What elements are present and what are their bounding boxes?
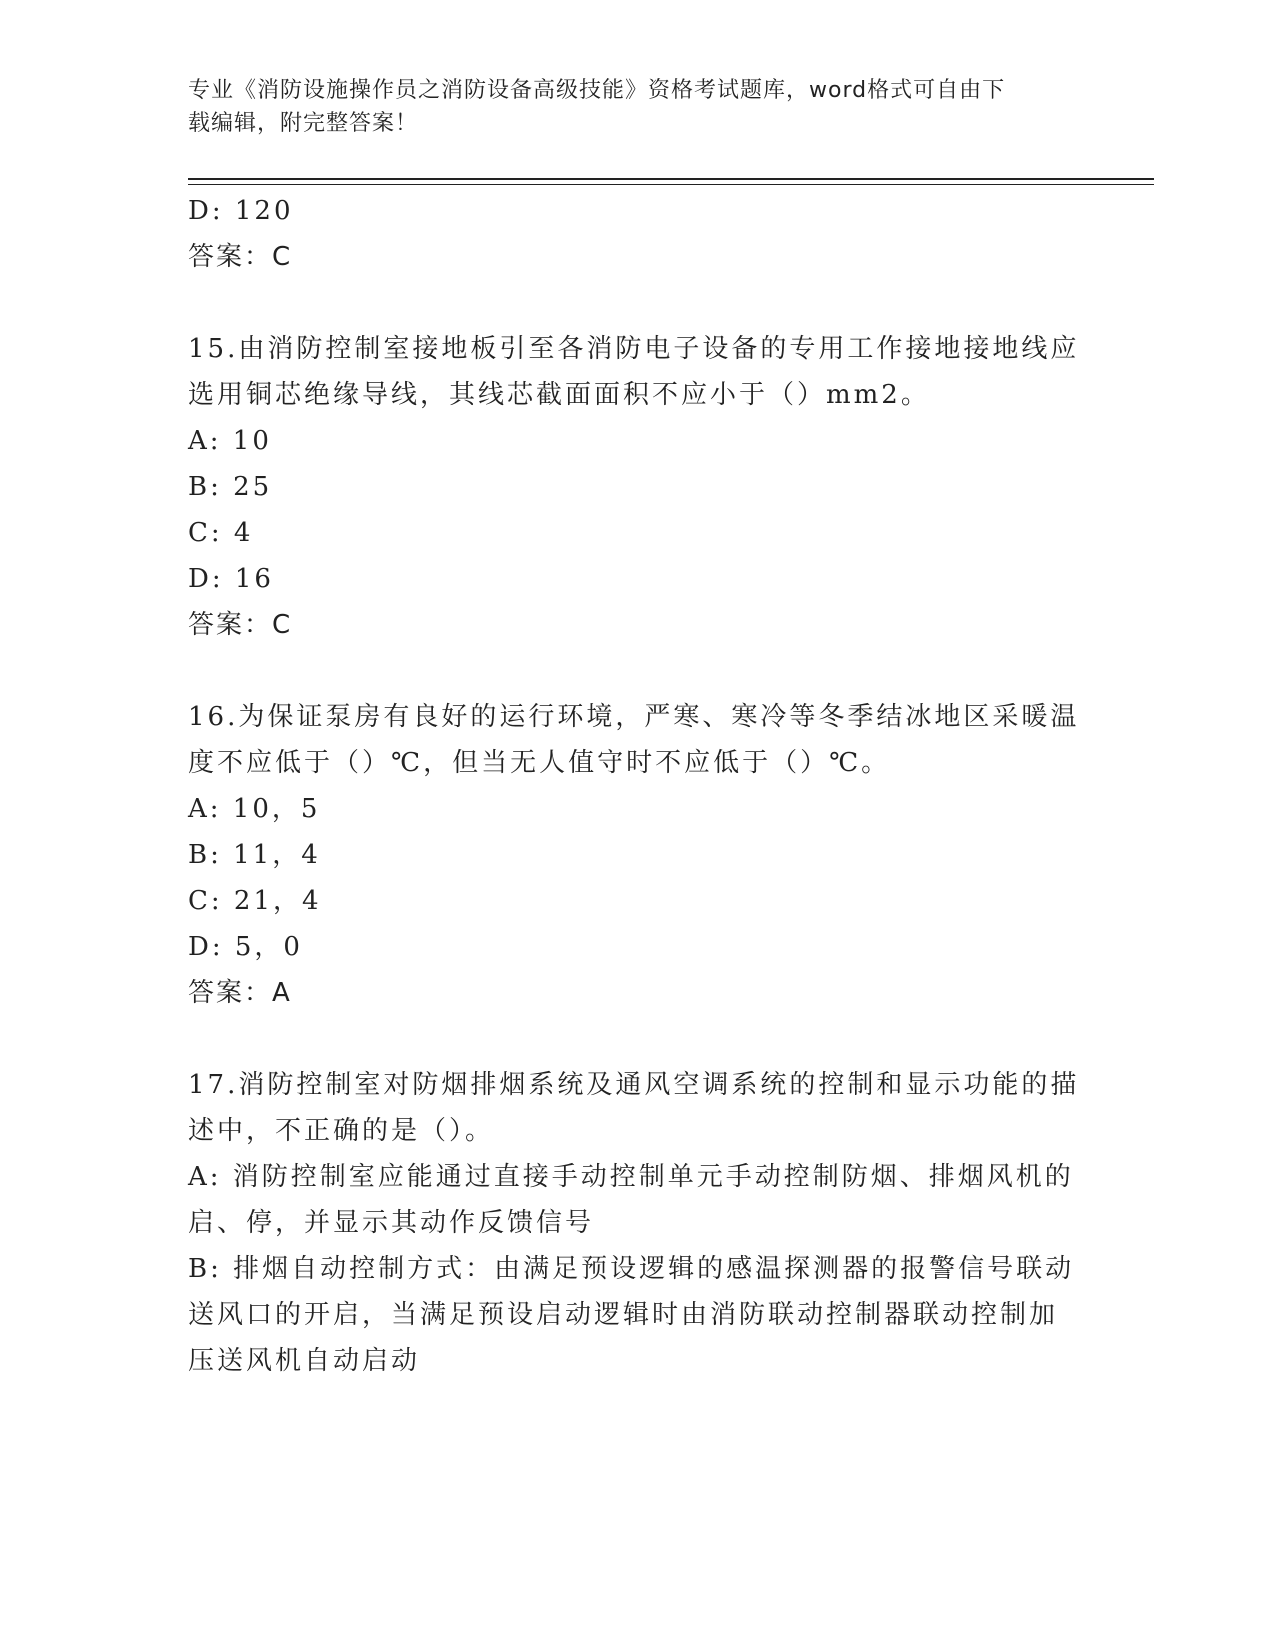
header-divider-thick [188, 178, 1154, 180]
question-15 [188, 326, 1080, 648]
answer: 答案：C [188, 242, 293, 272]
question-text-line: 17.消防控制室对防烟排烟系统及通风空调系统的控制和显示功能的描 [188, 1070, 1080, 1100]
spacer [188, 1016, 1068, 1062]
option-b-continuation: 送风口的开启，当满足预设启动逻辑时由消防联动控制器联动控制加 [188, 1300, 1059, 1330]
option-a: A: 10，5 [188, 794, 321, 824]
document-header [188, 74, 1068, 140]
option-b: B: 11，4 [188, 840, 321, 870]
question-text-line: 选用铜芯绝缘导线，其线芯截面面积不应小于（）mm2。 [188, 380, 930, 410]
option-d: D: 120 [188, 196, 294, 226]
question-text-line: 16.为保证泵房有良好的运行环境，严寒、寒冷等冬季结冰地区采暖温 [188, 702, 1080, 732]
option-b-continuation: 压送风机自动启动 [188, 1346, 421, 1376]
answer: 答案：C [188, 610, 293, 640]
question-text-line: 15.由消防控制室接地板引至各消防电子设备的专用工作接地接地线应 [188, 334, 1080, 364]
spacer [188, 648, 1068, 694]
option-c: C: 21，4 [188, 886, 322, 916]
option-b: B: 25 [188, 472, 273, 502]
option-d: D: 5，0 [188, 932, 303, 962]
option-a: A: 消防控制室应能通过直接手动控制单元手动控制防烟、排烟风机的 [188, 1162, 1074, 1192]
option-d: D: 16 [188, 564, 274, 594]
document-body [188, 188, 1080, 1384]
question-14-tail [188, 188, 1068, 280]
question-text-line: 度不应低于（）℃，但当无人值守时不应低于（）℃。 [188, 748, 891, 778]
header-line-2: 载编辑，附完整答案！ [188, 111, 419, 136]
option-a-continuation: 启、停，并显示其动作反馈信号 [188, 1208, 595, 1238]
header-line-1: 专业《消防设施操作员之消防设备高级技能》资格考试题库，word格式可自由下 [188, 78, 1006, 103]
option-a: A: 10 [188, 426, 272, 456]
question-17 [188, 1062, 1080, 1384]
option-c: C: 4 [188, 518, 254, 548]
question-16 [188, 694, 1080, 1016]
spacer [188, 280, 1068, 326]
option-b: B: 排烟自动控制方式：由满足预设逻辑的感温探测器的报警信号联动 [188, 1254, 1075, 1284]
question-text-line: 述中，不正确的是（）。 [188, 1116, 495, 1146]
header-divider-thin [188, 184, 1154, 185]
answer: 答案：A [188, 978, 292, 1008]
